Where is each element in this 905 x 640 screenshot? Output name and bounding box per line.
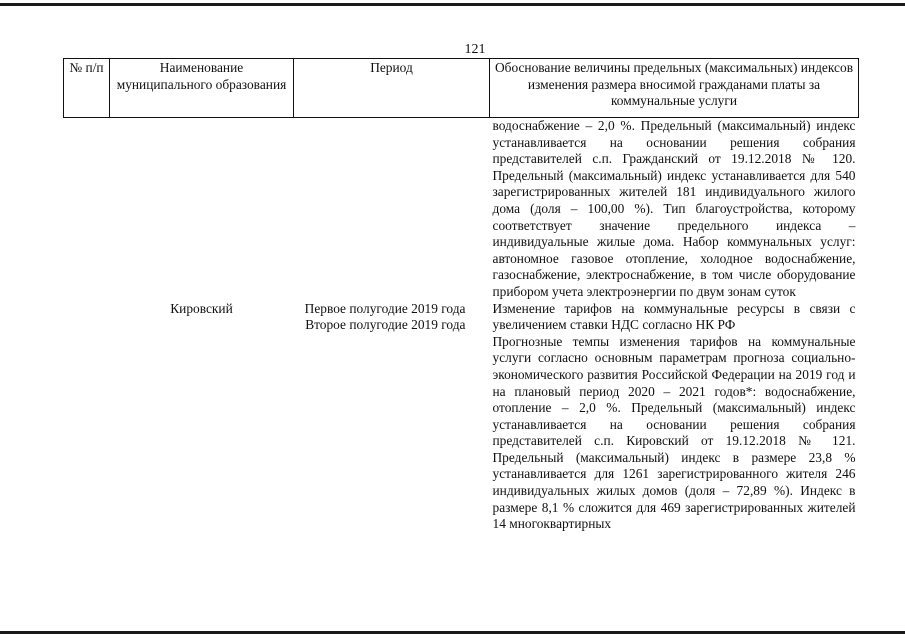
top-rule xyxy=(0,3,905,6)
period-second-half: Второе полугодие 2019 года xyxy=(305,317,466,333)
tariff-table xyxy=(63,58,859,533)
bottom-rule xyxy=(0,631,905,634)
header-period: Период xyxy=(294,59,490,118)
justification-paragraph: водоснабжение – 2,0 %. Предельный (максимальный) индекс устанавливается на основании решения собрания представителей с.п. Гражданский от 19.12.2018 № 120. Предельный (максимальный) индекс устанавливается для 540 зарегистрированных жителей 181 индивидуального жилого дома (доля – 100,00 %). Тип благоустройства, которому соответствует значение предельного индекса – индивидуальные жилые дома. Набор коммунальных услуг: автономное газовое отопление, холодное водоснабжение, газоснабжение, электроснабжение, в том числе оборудование прибором учета электроэнергии по двум зонам суток xyxy=(492,118,856,299)
period-cell xyxy=(294,118,490,301)
header-number: № п/п xyxy=(64,59,110,118)
table-row xyxy=(64,118,859,301)
municipality-name xyxy=(110,118,294,301)
justification-paragraph: Прогнозные темпы изменения тарифов на коммунальные услуги согласно основным параметрам прогноза социально-экономического развития Российской Федерации на 2019 год и на плановый период 2020 – 2021 годов*: водоснабжение, отопление – 2,0 %. Предельный (максимальный) индекс устанавливается на основании решения собрания представителей с.п. Кировский от 19.12.2018 № 121. Предельный (максимальный) индекс в размере 23,8 % устанавливается для 1261 зарегистрированного жителя 246 индивидуальных жилых домов (доля – 72,89 %). Индекс в размере 8,1 % сложится для 469 зарегистрированных жителей 14 многоквартирных xyxy=(492,333,856,532)
municipality-name: Кировский xyxy=(170,300,233,316)
row-number xyxy=(64,301,110,533)
row-number xyxy=(64,118,110,301)
justification-paragraph: Изменение тарифов на коммунальные ресурсы в связи с увеличением ставки НДС согласно НК РФ xyxy=(492,300,856,333)
table-row xyxy=(64,301,859,533)
period-first-half: Первое полугодие 2019 года xyxy=(304,300,466,316)
header-justification: Обоснование величины предельных (максимальных) индексов изменения размера вносимой гражданами платы за коммунальные услуги xyxy=(490,59,859,118)
period-cell xyxy=(294,301,490,533)
page-number: 121 xyxy=(464,42,486,57)
header-municipality: Наименование муниципального образования xyxy=(110,59,294,118)
justification-cell xyxy=(490,301,859,533)
table-header-row xyxy=(64,59,859,118)
justification-cell xyxy=(490,118,859,301)
